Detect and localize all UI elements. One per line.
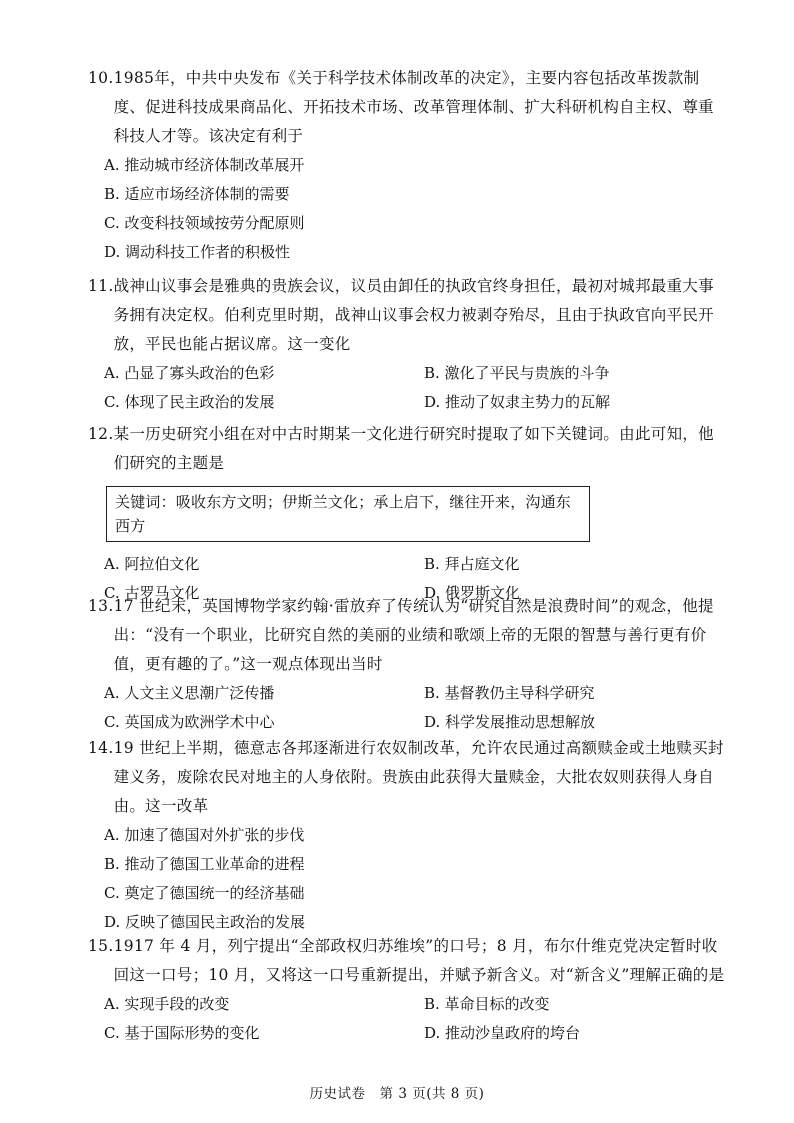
option-a[interactable]: A. 实现手段的改变 [104,995,230,1013]
option-a[interactable]: A. 加速了德国对外扩张的步伐 [104,826,305,844]
question-text: 17 世纪末，英国博物学家约翰·雷放弃了传统认为“研究自然是浪费时间”的观念，他提出：“没有一个职业，比研究自然的美丽的业绩和歌颂上帝的无限的智慧与善行更有价值，更有趣的了。”这一观点体现出当时 [113,597,714,673]
question-number: 10. [88,69,114,87]
option-d[interactable]: D. 俄罗斯文化 [424,584,521,602]
option-d[interactable]: D. 推动沙皇政府的垮台 [424,1024,581,1042]
option-b[interactable]: B. 激化了平民与贵族的斗争 [424,364,610,382]
option-d[interactable]: D. 科学发展推动思想解放 [424,713,596,731]
option-c[interactable]: C. 体现了民主政治的发展 [104,393,275,411]
options-list [88,151,728,267]
option-a[interactable]: A. 推动城市经济体制改革展开 [104,156,305,174]
question-number: 13. [88,597,114,615]
option-d[interactable]: D. 反映了德国民主政治的发展 [104,913,306,931]
question-stem [88,592,728,679]
option-c[interactable]: C. 古罗马文化 [104,584,200,602]
question-15 [88,932,728,1048]
option-d[interactable]: D. 推动了奴隶主势力的瓦解 [424,393,611,411]
options-grid [88,359,728,417]
option-c[interactable]: C. 改变科技领域按劳分配原则 [104,214,305,232]
option-b[interactable]: B. 拜占庭文化 [424,555,520,573]
options-list [88,821,728,937]
option-b[interactable]: B. 革命目标的改变 [424,995,550,1013]
option-a[interactable]: A. 人文主义思潮广泛传播 [104,684,275,702]
options-grid [88,679,728,737]
option-b[interactable]: B. 适应市场经济体制的需要 [104,185,290,203]
question-12 [88,420,728,608]
option-b[interactable]: B. 基督教仍主导科学研究 [424,684,595,702]
question-13 [88,592,728,737]
question-text: 1985年，中共中央发布《关于科学技术体制改革的决定》，主要内容包括改革拨款制度、促进科技成果商品化、开拓技术市场、改革管理体制、扩大科研机构自主权、尊重科技人才等。该决定有利于 [113,69,714,145]
question-stem [88,272,728,359]
question-text: 某一历史研究小组在对中古时期某一文化进行研究时提取了如下关键词。由此可知，他们研究的主题是 [113,425,714,472]
question-number: 15. [88,937,114,955]
option-d[interactable]: D. 调动科技工作者的积极性 [104,243,291,261]
page-footer: 历史试卷 第 3 页(共 8 页) [309,1086,485,1102]
option-c[interactable]: C. 英国成为欧洲学术中心 [104,713,275,731]
option-a[interactable]: A. 阿拉伯文化 [104,555,200,573]
question-stem [88,932,728,990]
option-c[interactable]: C. 奠定了德国统一的经济基础 [104,884,305,902]
question-number: 12. [88,425,114,443]
option-a[interactable]: A. 凸显了寡头政治的色彩 [104,364,275,382]
question-number: 14. [88,739,114,757]
question-14 [88,734,728,937]
question-number: 11. [88,277,114,295]
option-c[interactable]: C. 基于国际形势的变化 [104,1024,260,1042]
question-text: 战神山议事会是雅典的贵族会议，议员由卸任的执政官终身担任，最初对城邦最重大事务拥有决定权。伯利克里时期，战神山议事会权力被剥夺殆尽，且由于执政官向平民开放，平民也能占据议席。这一变化 [113,277,714,353]
keywords-box: 关键词：吸收东方文明；伊斯兰文化；承上启下，继往开来，沟通东西方 [106,486,590,542]
options-grid [88,990,728,1048]
question-11 [88,272,728,417]
question-stem [88,64,728,151]
question-stem [88,420,728,478]
question-text: 19 世纪上半期，德意志各邦逐渐进行农奴制改革，允许农民通过高额赎金或土地赎买封建义务，废除农民对地主的人身依附。贵族由此获得大量赎金，大批农奴则获得人身自由。这一改革 [113,739,724,815]
question-text: 1917 年 4 月，列宁提出“全部政权归苏维埃”的口号；8 月，布尔什维克党决定暂时收回这一口号；10 月，又将这一口号重新提出，并赋予新含义。对“新含义”理解正确的是 [113,937,725,984]
question-stem [88,734,728,821]
option-b[interactable]: B. 推动了德国工业革命的进程 [104,855,305,873]
question-10 [88,64,728,267]
